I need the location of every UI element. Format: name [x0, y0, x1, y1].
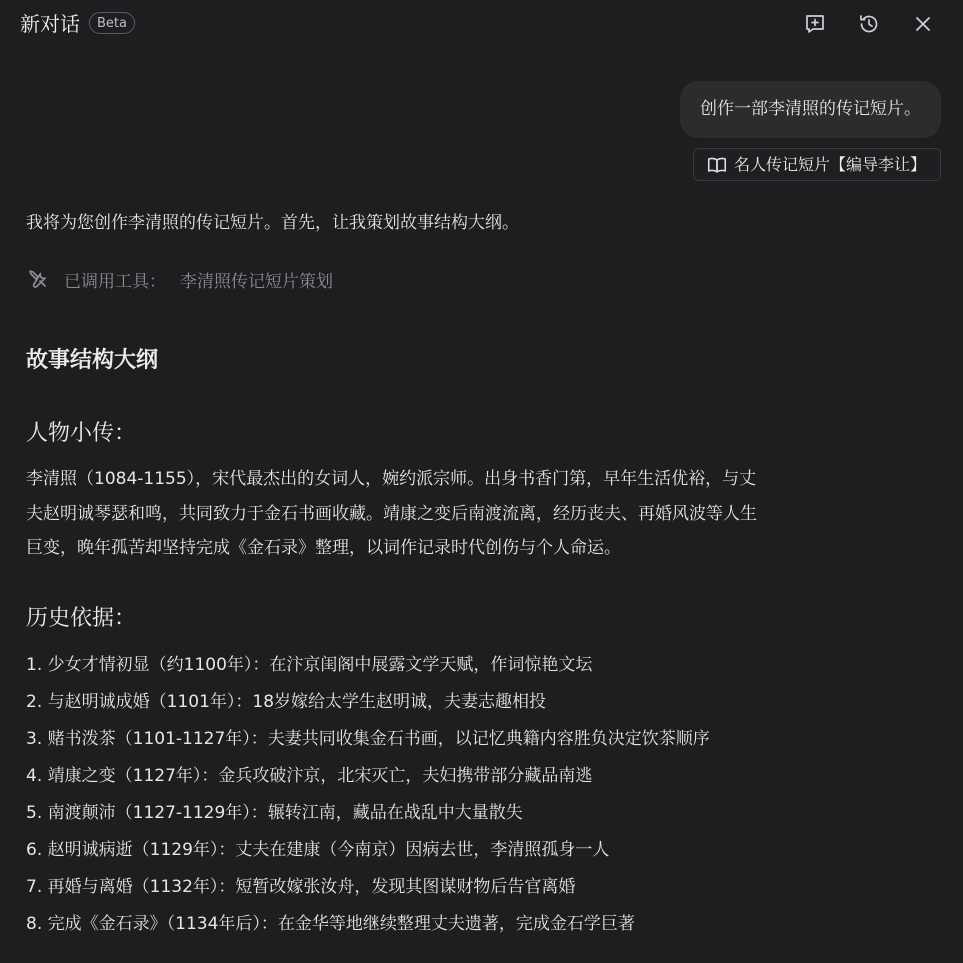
- outline-title: 故事结构大纲: [26, 348, 159, 373]
- history-list: [26, 647, 710, 943]
- bio-paragraph: [26, 462, 876, 566]
- agent-chip[interactable]: [693, 148, 941, 181]
- list-item: 4. 靖康之变（1127年）：金兵攻破汴京，北宋灭亡，夫妇携带部分藏品南逃: [26, 766, 593, 786]
- bio-line: 李清照（1084-1155），宋代最杰出的女词人，婉约派宗师。出身书香门第，早年生活优裕，与丈: [26, 469, 757, 489]
- chat-header: [0, 0, 963, 48]
- book-icon: [706, 154, 728, 176]
- assistant-intro: 我将为您创作李清照的传记短片。首先，让我策划故事结构大纲。: [26, 213, 519, 233]
- agent-chip-label: 名人传记短片【编导李让】: [733, 155, 926, 174]
- list-item: 5. 南渡颠沛（1127-1129年）：辗转江南，藏品在战乱中大量散失: [26, 803, 523, 823]
- list-item: 1. 少女才情初显（约1100年）：在汴京闺阁中展露文学天赋，作词惊艳文坛: [26, 655, 593, 675]
- page-title: 新对话: [20, 12, 80, 36]
- list-item: 8. 完成《金石录》（1134年后）：在金华等地继续整理丈夫遗著，完成金石学巨著: [26, 914, 635, 934]
- close-icon[interactable]: [911, 12, 935, 36]
- beta-badge: Beta: [89, 12, 135, 34]
- tool-call-label: 已调用工具：: [64, 271, 166, 292]
- bio-line: 夫赵明诚琴瑟和鸣，共同致力于金石书画收藏。靖康之变后南渡流离，经历丧夫、再婚风波等人生: [26, 503, 757, 524]
- list-item: 7. 再婚与离婚（1132年）：短暂改嫁张汝舟，发现其图谋财物后告官离婚: [26, 877, 576, 897]
- bio-heading: 人物小传：: [26, 421, 137, 446]
- tool-call-status[interactable]: [26, 265, 333, 293]
- tool-call-name: 李清照传记短片策划: [180, 271, 333, 292]
- bio-line: 巨变，晚年孤苦却坚持完成《金石录》整理，以词作记录时代创伤与个人命运。: [26, 538, 621, 558]
- user-message-bubble: 创作一部李清照的传记短片。: [680, 81, 941, 138]
- history-icon[interactable]: [857, 12, 881, 36]
- list-item: 3. 赌书泼茶（1101-1127年）：夫妻共同收集金石书画，以记忆典籍内容胜负决定饮茶顺序: [26, 729, 710, 749]
- tools-icon: [26, 267, 64, 291]
- new-chat-icon[interactable]: [803, 12, 827, 36]
- list-item: 2. 与赵明诚成婚（1101年）：18岁嫁给太学生赵明诚，夫妻志趣相投: [26, 692, 547, 712]
- history-heading: 历史依据：: [26, 606, 137, 631]
- list-item: 6. 赵明诚病逝（1129年）：丈夫在建康（今南京）因病去世，李清照孤身一人: [26, 840, 610, 860]
